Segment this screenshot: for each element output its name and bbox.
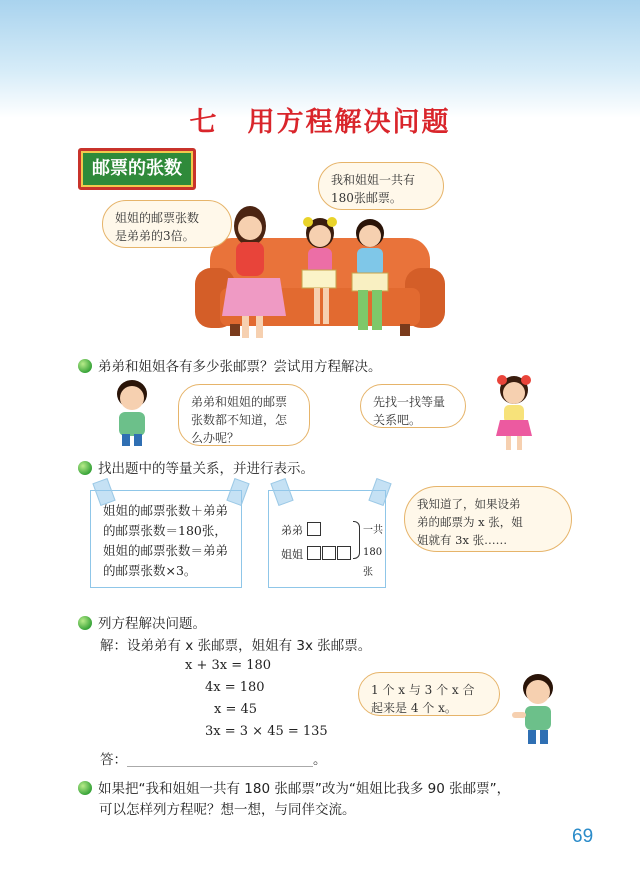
- solution-intro: 解：设弟弟有 x 张邮票，姐姐有 3x 张邮票。: [100, 638, 372, 654]
- section-title: 邮票的张数: [78, 148, 196, 190]
- box-diagram-note: [268, 490, 386, 588]
- answer-end: 。: [313, 752, 327, 768]
- speech-bubble-combine-x: 1 个 x 与 3 个 x 合 起来是 4 个 x。: [358, 672, 500, 716]
- equal-relation-note: [90, 490, 242, 588]
- pointing-girl-icon: [486, 370, 542, 452]
- diagram-total-value: 180张: [363, 547, 383, 578]
- answer-label: 答：: [100, 752, 127, 768]
- equation-line: x = 45: [214, 702, 258, 717]
- chapter-title: 七 用方程解决问题: [189, 107, 451, 138]
- note-line: 的邮票张数×3。: [103, 563, 197, 578]
- question-3: 列方程解决问题。: [78, 612, 206, 632]
- speech-bubble-girl-hint: 先找一找等量 关系吧。: [360, 384, 466, 428]
- page-number: 69: [572, 826, 594, 847]
- equation-line: 3x = 3 × 45 = 135: [205, 724, 328, 739]
- sister-box: [337, 546, 351, 560]
- speech-bubble-total-stamps: 我和姐姐一共有 180张邮票。: [318, 162, 444, 210]
- tape-decoration: [226, 478, 249, 506]
- diagram-total-label: 一共: [363, 525, 383, 536]
- note-line: 姐姐的邮票张数＋弟弟: [103, 503, 229, 518]
- diagram-brother-label: 弟弟: [281, 524, 303, 537]
- question-4: 如果把“我和姐姐一共有 180 张邮票”改为“姐姐比我多 90 张邮票”，: [78, 777, 510, 797]
- explaining-boy-icon: [510, 670, 566, 746]
- green-bullet-icon: [78, 461, 92, 475]
- brother-box: [307, 522, 321, 536]
- question-2: 找出题中的等量关系，并进行表示。: [78, 457, 314, 477]
- green-bullet-icon: [78, 616, 92, 630]
- speech-bubble-sister-stamps: 姐姐的邮票张数 是弟弟的3倍。: [102, 200, 232, 248]
- tape-decoration: [368, 478, 391, 506]
- equation-line: x + 3x = 180: [185, 658, 272, 673]
- question-1: 弟弟和姐姐各有多少张邮票？尝试用方程解决。: [78, 355, 382, 375]
- speech-bubble-boy-question: 弟弟和姐姐的邮票 张数都不知道，怎 么办呢？: [178, 384, 310, 446]
- sister-box: [322, 546, 336, 560]
- diagram-sister-label: 姐姐: [281, 548, 303, 561]
- green-bullet-icon: [78, 359, 92, 373]
- note-line: 的邮票张数＝180张，: [103, 523, 227, 538]
- green-bullet-icon: [78, 781, 92, 795]
- answer-blank-line: [127, 766, 313, 767]
- answer-row: [100, 748, 327, 768]
- diagram-brace: [353, 521, 360, 559]
- sister-box: [307, 546, 321, 560]
- note-line: 姐姐的邮票张数＝弟弟: [103, 543, 229, 558]
- thinking-boy-icon: [106, 376, 158, 448]
- equation-line: 4x = 180: [205, 680, 265, 695]
- question-4-line-2: 可以怎样列方程呢？想一想，与同伴交流。: [99, 802, 356, 818]
- thought-bubble-variable: 我知道了，如果设弟 弟的邮票为 x 张，姐 姐就有 3x 张……: [404, 486, 572, 552]
